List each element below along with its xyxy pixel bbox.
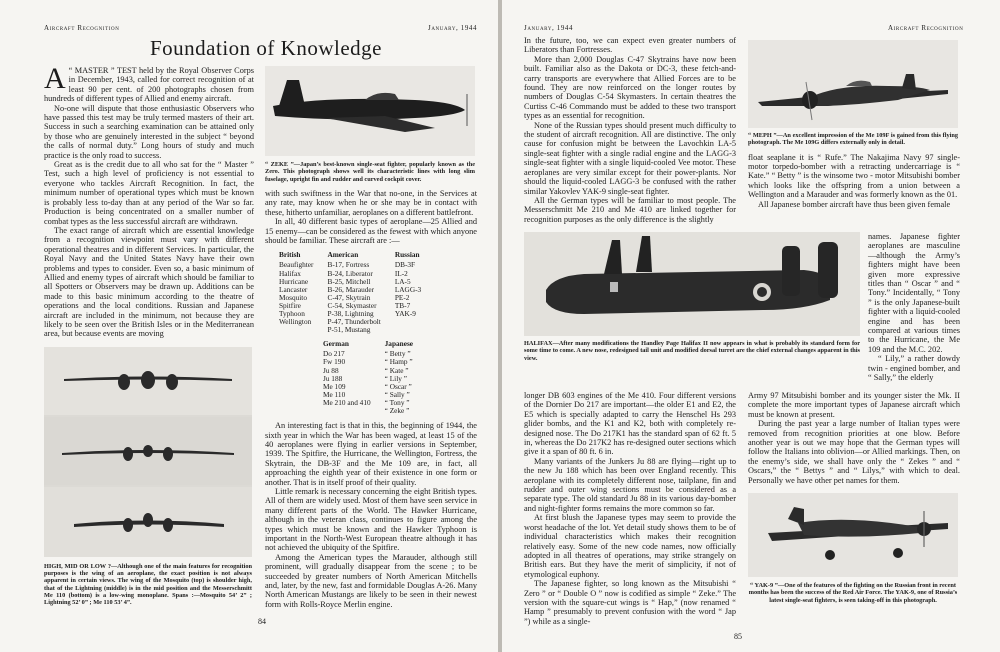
- paragraph: None of the Russian types should present much difficulty to the student of aircraft recognition. All are distinctive. The only cause for confusion might be between the Lavochkin LA-5 single-seat fighter with a single radial engine and the LAGG-3 single-seat fighter with a single liquid-cooled Vee motor. These aeroplanes are very similar except for their power-plants. Nor should the liquid-cooled LAGG-3 be confused with the rather similar Yakovlev YAK-9 single-seat fighter.: [524, 120, 736, 196]
- list-item: TB-7: [394, 300, 411, 310]
- running-head-date: January, 1944: [524, 24, 574, 32]
- running-head-left: Aircraft Recognition: [44, 24, 120, 32]
- list-item: Me 110: [323, 389, 346, 399]
- right-page-lower-left-stack: [524, 391, 736, 626]
- list-item: Hurricane: [279, 276, 309, 286]
- list-item: Lancaster: [279, 284, 308, 294]
- list-item: C-47, Skytrain: [327, 292, 371, 302]
- article-column-3: [524, 36, 736, 224]
- list-item: B-25, Mitchell: [327, 276, 371, 286]
- paragraph: float seaplane it is “ Rufe.” The Nakajima Navy 97 single-motor torpedo-bomber with a retracting undercarriage is “ Kate.” “ Betty ” is the winsome two - motor Mitsubishi bomber which looks like the offspring from a union between a Wellington and a Marauder and was formerly known as the 01.: [748, 152, 960, 200]
- paragraph: During the past year a large number of Italian types were removed from recognition priorities at one blow. Before another year is out we may hope that the German types will follow the Italians into oblivion—or Allied markings. Then, on the enemy’s side, we shall have only the “ Zekes ” and “ Oscars,” the “ Bettys ” and “ Lilys,” with which to deal. Personally we have other pet names for them.: [748, 419, 960, 485]
- article-column-4-bottom: [748, 391, 960, 485]
- paragraph: All Japanese bomber aircraft have thus been given female: [758, 199, 951, 209]
- list-item: “ Lily ”: [384, 373, 407, 383]
- enemy-aircraft-table: [323, 340, 427, 415]
- article-column-4-side: [868, 232, 960, 383]
- column-header-russian: Russian: [394, 250, 420, 260]
- photo-yak9: [748, 493, 958, 577]
- american-list: [327, 261, 394, 334]
- running-head-date: January, 1944: [428, 24, 478, 32]
- paragraph: Army 97 Mitsubishi bomber and its younger sister the Mk. II complete the more important types of Japanese aircraft which must be known at present.: [748, 391, 960, 419]
- right-page-middle-band: [524, 232, 960, 383]
- right-page: [502, 0, 1000, 652]
- list-item: DB-3F: [394, 260, 416, 270]
- allied-aircraft-table: [279, 251, 435, 334]
- photo-caption-high-mid-low: HIGH, MID OR LOW ?—Although one of the main features for recognition purposes is the wing of an aeroplane, the exact position is not always apparent in certain views. The wing of the Mosquito (top) is shoulder high, that of the Lightning (middle) is in the mid position and the Messerschmitt Me 110 (bottom) is a low-wing monoplane. Spans :—Mosquito 54’ 2” ; Lightning 52’ 0” ; Me 110 53’ 4”.: [44, 562, 252, 607]
- photo-caption-meph: “ MEPH ”—An excellent impression of the Me 109F is gained from this flying photograph. The Me 109G differs externally only in detail.: [748, 132, 958, 147]
- photo-meph: [748, 40, 958, 128]
- column-header-german: German: [323, 339, 349, 349]
- british-list: [279, 261, 327, 334]
- paragraph: Great as is the credit due to all who sat for the “ Master ” Test, such a high level of proficiency is not essential to everyone who tackles Aircraft Recognition. In fact, the minimum number of operational types which must be known is probably less to-day than at any period of the War so far. Production is being concentrated on a smaller number of combat types as the less successful aircraft are withdrawn.: [44, 160, 254, 226]
- list-item: Beaufighter: [279, 260, 314, 270]
- right-page-upper-right-stack: [748, 40, 960, 209]
- left-page-column-2-stack: [265, 66, 477, 609]
- running-head-right: Aircraft Recognition: [888, 24, 964, 32]
- list-item: P-51, Mustang: [327, 325, 371, 335]
- column-header-british: British: [279, 250, 301, 260]
- paragraph: All the German types will be familiar to most people. The Messerschmitt Me 210 and Me 410 are linked together for recognition purposes as the only difference is the slightly: [524, 195, 736, 224]
- list-item: Typhoon: [279, 308, 305, 318]
- paragraph: Among the American types the Marauder, although still prominent, will gradually disappear from the scene ; to be succeeded by greater numbers of North American Mitchells and, later, by the new, fast and formidable Douglas A-26. Many North American Mustangs are likely to be seen in their newest form with Rolls-Royce Merlin engine.: [265, 552, 477, 609]
- photo-caption-zeke: “ ZEKE ”—Japan’s best-known single-seat fighter, popularly known as the Zero. This photograph shows well its characteristic lines with long slim fuselage, upright fin and rudder and curved cockpit cover.: [265, 161, 475, 183]
- page-title: Foundation of Knowledge: [150, 36, 382, 60]
- paragraph: In all, 40 different basic types of aeroplane—25 Allied and 15 enemy—can be considered as the fewest with which anyone should be familiar. These aircraft are :—: [265, 217, 477, 245]
- paragraph: longer DB 603 engines of the Me 410. Four different versions of the Dornier Do 217 are important—the older E1 and E2, the E5 which is specially adapted to carry the Henschel Hs 293 glider bombs, and the K1 and K2, both with completely re-designed nose. The Do 217K1 has the standard span of 62 ft. 5 in, whereas the Do 217K2 has re-designed outer sections which give it a span of 80 ft. 6 in.: [524, 391, 736, 457]
- left-page: [0, 0, 498, 652]
- list-item: LA-5: [394, 276, 411, 286]
- list-item: Ju 88: [323, 365, 339, 375]
- page-number: 84: [258, 617, 266, 626]
- list-item: “ Kate ”: [384, 365, 409, 375]
- paragraph: The Japanese fighter, so long known as the Mitsubishi “ Zero ” or “ Double O ” now is codified as simple “ Zeke.” The version with the square-cut wings is “ Hap,” (now renamed “ Hamp ” presumably to prevent confusion with the word “ Jap ”) while as a single-: [524, 579, 736, 626]
- list-item: Fw 190: [323, 357, 346, 367]
- paragraph: Many variants of the Junkers Ju 88 are flying—right up to the new Ju 188 which has been over England recently. This aeroplane with its completely different nose, tailplane, fin and rudder and outer wing sections must be considered as a separate type. The old standard Ju 88 in its various day-bomber and night-fighter forms remains the more common so far.: [524, 456, 736, 513]
- list-item: “ Zeke ”: [384, 406, 410, 416]
- yak9-aircraft-image: [748, 493, 958, 577]
- list-item: Mosquito: [279, 292, 307, 302]
- aircraft-frontal-silhouettes: [44, 347, 252, 557]
- paragraph: More than 2,000 Douglas C-47 Skytrains have now been built. Familiar also as the Dakota or DC-3, these fetch-and-carry transports are everywhere that Allied Forces are to be found. They are now reinforced on the longer routes by numbers of Douglas C-54 Skymasters. In certain theatres the Curtiss C-46 Commando must be added to these two transport types as an essential for recognition.: [524, 54, 736, 121]
- paragraph: “ MASTER ” TEST held by the Royal Observer Corps in December, 1943, called for correct recognition of at least 90 per cent. of 200 photographs chosen from hundreds of different types of Allied and enemy aircraft.: [44, 66, 254, 104]
- paragraph: An interesting fact is that in this, the beginning of 1944, the sixth year in which the War has been waged, at least 15 of the 40 aeroplanes were flying in earlier versions in September, 1939. The Spitfire, the Hurricane, the Wellington, Fortress, the Skytrain, the DB-3F and the Me 109 are, in fact, all approaching the eighth year of their existence in one form or another. That is in itself proof of their quality.: [265, 421, 477, 487]
- paragraph: “ Lily,” a rather dowdy twin - engined bomber, and “ Sally,” the elderly: [868, 354, 960, 383]
- photo-zeke: [265, 66, 475, 156]
- article-column-4-top: [748, 153, 960, 209]
- middle-band-row: [524, 232, 960, 383]
- list-item: Ju 188: [323, 373, 343, 383]
- article-column-1: [44, 62, 254, 339]
- list-item: “ Sally ”: [384, 389, 410, 399]
- halifax-aircraft-image: [524, 232, 860, 336]
- paragraph: with such swiftness in the War that no-one, in the Services at any rate, may know when he or she may be in contact with these, hitherto unfamiliar, aeroplanes on a different battlefront.: [265, 188, 477, 217]
- paragraph: names. Japanese fighter aeroplanes are masculine —although the Army’s fighters might have been given more expressive titles than “ Oscar ” and “ Tony.” Incidentally, “ Tony ” is the only Japanese-built fighter with a liquid-cooled engine and has been compared at various times to the Hurricane, the Me 109 and the M.C. 202.: [868, 232, 960, 354]
- photo-caption-yak9: “ YAK-9 ”—One of the features of the fighting on the Russian front in recent months has been the success of the Red Air Force. The YAK-9, one of Russia’s latest single-seat fighters, is seen taking-off in this photograph.: [748, 582, 958, 604]
- japanese-list: [385, 350, 427, 415]
- paragraph: Little remark is necessary concerning the eight British types. All of them are widely used. Most of them have seen service in many different parts of the World. The Hawker Hurricane, although in the veteran class, continues to figure among the types which must be known and the Hawker Typhoon is important in the North-West European theatre although it has not achieved the ubiquity of the Spitfire.: [265, 486, 477, 553]
- paragraph: At first blush the Japanese types may seem to provide the worst headache of the lot. Yet detail study shows them to be of individual characteristics which makes their recognition relatively easy. Some of the new code names, now officially adopted in all theatres of operations, may strike strangely on British ears. But they have the merit of simplicity, if not of etymological euphony.: [524, 513, 736, 579]
- photo-halifax: [524, 232, 860, 336]
- list-item: “ Tony ”: [384, 397, 410, 407]
- list-item: IL-2: [394, 268, 408, 278]
- halifax-block: [524, 232, 860, 362]
- list-item: LAGG-3: [394, 284, 422, 294]
- list-item: YAK-9: [394, 308, 416, 318]
- list-item: C-54, Skymaster: [327, 300, 377, 310]
- list-item: Do 217: [323, 349, 345, 359]
- list-item: Me 210 and 410: [323, 397, 371, 407]
- article-column-3-bottom: [524, 391, 736, 626]
- paragraph: The exact range of aircraft which are essential knowledge from a recognition viewpoint must vary with different operational theatres and in different Services. In particular, the Royal Navy and the United States Navy have their own problems and types to consider. Even so, a basic minimum of Allied and enemy types of aircraft which should be familiar to all Spotters or Observers may be drawn up. Additions can be made to this basic minimum according to the theatre of operations and the local conditions. Russian and Japanese aircraft are included in the minimum, not because they are likely to be seen over the British Isles or in the Mediterranean area, but because events are moving: [44, 225, 254, 339]
- list-item: Spitfire: [279, 300, 301, 310]
- photo-high-mid-low: [44, 347, 252, 557]
- german-list: [323, 350, 385, 415]
- list-item: P-38, Lightning: [327, 308, 374, 318]
- list-item: Halifax: [279, 268, 301, 278]
- page-number: 85: [734, 632, 742, 641]
- list-item: B-24, Liberator: [327, 268, 373, 278]
- column-header-american: American: [327, 250, 359, 260]
- list-item: B-17, Fortress: [327, 260, 370, 270]
- list-item: Me 109: [323, 381, 346, 391]
- russian-list: [395, 261, 435, 334]
- left-column-stack: [44, 62, 254, 607]
- list-item: “ Hamp ”: [384, 357, 413, 367]
- photo-caption-halifax: HALIFAX—After many modifications the Handley Page Halifax II now appears in what is probably its standard form for some time to come. A new nose, redesigned tail unit and modified dorsal turret are the chief external changes apparent in this view.: [524, 340, 860, 362]
- list-item: P-47, Thunderbolt: [327, 317, 381, 327]
- right-page-upper-left-stack: [524, 36, 736, 224]
- article-column-2: [265, 189, 477, 609]
- column-header-japanese: Japanese: [384, 339, 414, 349]
- list-item: “ Betty ”: [384, 349, 411, 359]
- list-item: Wellington: [279, 317, 312, 327]
- dropcap: A: [44, 62, 66, 95]
- right-page-lower-right-stack: [748, 391, 960, 604]
- paragraph: No-one will dispute that those enthusiastic Observers who have passed this test may be truly termed masters of their art. Success in such a searching examination can be attained only by those who are genuinely interested in the subject “ beyond the calls of normal duty.” Long hours of study and much practice is the only road to success.: [44, 103, 254, 160]
- paragraph: In the future, too, we can expect even greater numbers of Liberators than Fortresses.: [524, 36, 736, 55]
- zeke-aircraft-image: [265, 66, 475, 156]
- me109-aircraft-image: [748, 40, 958, 128]
- list-item: B-26, Marauder: [327, 284, 375, 294]
- list-item: PE-2: [394, 292, 410, 302]
- list-item: “ Oscar ”: [384, 381, 412, 391]
